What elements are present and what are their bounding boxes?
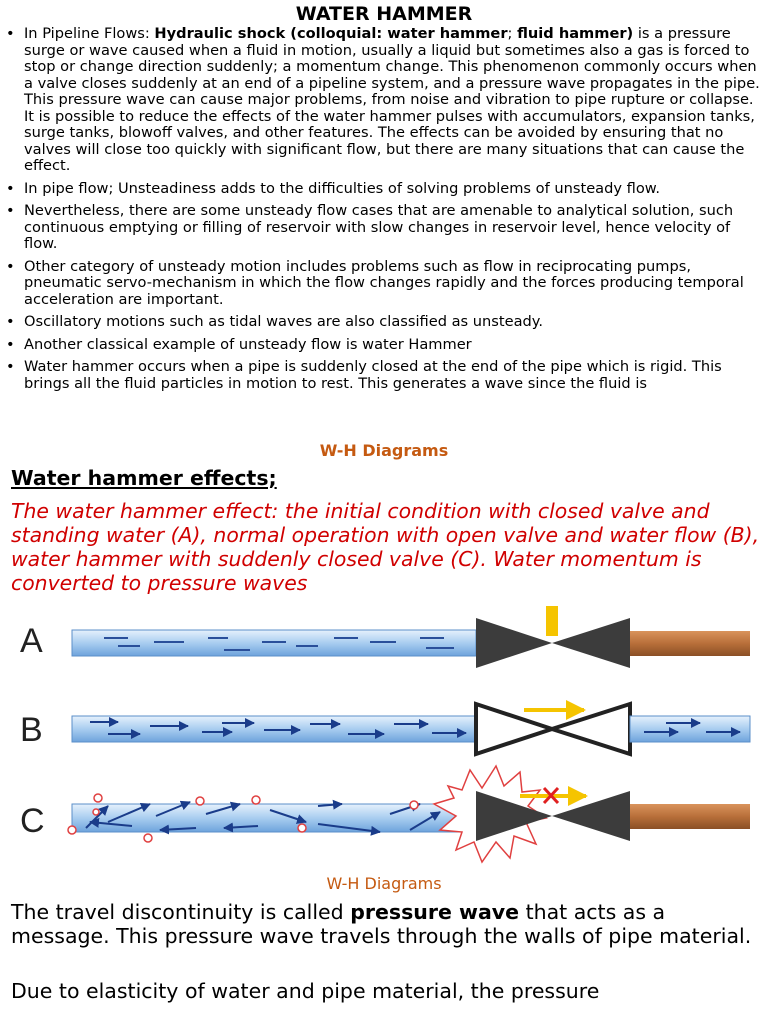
bullet-text: is a pressure surge or wave caused when a fluid in motion, usually a liquid but sometimes also a gas is forced to stop or change direction suddenly; a momentum change. This phenomenon commonly occurs when a valve closes suddenly at an end of a pipeline system, and a pressure wave propagates in the pipe. This pressure wave can cause major problems, from noise and vibration to pipe rupture or collapse. It is possible to reduce the effects of the water hammer pulses with accumulators, expansion tanks, surge tanks, blowoff valves, and other features. The effects can be avoided by ensuring that no valves will close too quickly with significant flow, but there are many situations that can cause the effect. [24, 25, 760, 174]
bullet-text: Oscillatory motions such as tidal waves are also classified as unsteady. [24, 313, 544, 330]
bullet-text: Water hammer occurs when a pipe is suddenly closed at the end of the pipe which is rigid. This brings all the fluid particles in motion to rest. This generates a wave since the fluid is [24, 358, 722, 392]
valve-indicator-a [546, 606, 558, 636]
valve-closed-a [476, 618, 552, 668]
outlet-pipe-c [630, 804, 750, 829]
row-label-c: C [20, 802, 45, 840]
outlet-pipe-a [630, 631, 750, 656]
page-title: WATER HAMMER [295, 3, 473, 25]
bullet-list [6, 26, 766, 398]
valve-closed-c [552, 791, 630, 841]
bullet-item [6, 26, 766, 175]
paragraph-text: that acts as a message. This pressure wave travels through the walls of pipe material. [11, 900, 752, 948]
bullet-bold-term: fluid hammer) [517, 25, 634, 42]
bullet-item [6, 337, 766, 354]
paragraph-text: The travel discontinuity is called [11, 900, 351, 924]
water-hammer-diagram [0, 600, 768, 872]
bullet-separator: ; [507, 25, 518, 42]
paragraph-pressure-wave [11, 900, 756, 948]
paragraph-bold-term: pressure wave [350, 900, 520, 924]
valve-closed-a [552, 618, 630, 668]
bullet-text: Other category of unsteady motion includes problems such as flow in reciprocating pumps, pneumatic servo-mechanism in which the flow changes rapidly and the forces producing temporal acceleration are important. [24, 257, 744, 308]
bullet-item [6, 359, 766, 392]
diagram-caption-bottom: W-H Diagrams [326, 874, 442, 893]
bullet-bold-term: Hydraulic shock (colloquial: water hammer [154, 25, 508, 42]
paragraph-elasticity: Due to elasticity of water and pipe material, the pressure [11, 979, 600, 1003]
bullet-item [6, 259, 766, 309]
bullet-item [6, 314, 766, 331]
row-label-b: B [20, 711, 43, 749]
effect-description: The water hammer effect: the initial condition with closed valve and standing water (A), normal operation with open valve and water flow (B), water hammer with suddenly closed valve (C). Water momentum is converted to pressure waves [11, 499, 760, 595]
diagram-caption-top: W-H Diagrams [319, 441, 449, 460]
bullet-item [6, 203, 766, 253]
bullet-text: Another classical example of unsteady flow is water Hammer [24, 335, 472, 353]
bullet-text: Nevertheless, there are some unsteady flow cases that are amenable to analytical solution, such continuous emptying or filling of reservoir with slow changes in reservoir level, hence velocity of flow. [24, 202, 734, 252]
row-label-a: A [20, 622, 43, 660]
bullet-lead: In Pipeline Flows: [24, 25, 155, 42]
outlet-pipe-b [630, 716, 750, 742]
section-heading: Water hammer effects; [11, 466, 277, 490]
bullet-item [6, 181, 766, 198]
bullet-text: In pipe flow; Unsteadiness adds to the difficulties of solving problems of unsteady flow. [24, 179, 661, 197]
